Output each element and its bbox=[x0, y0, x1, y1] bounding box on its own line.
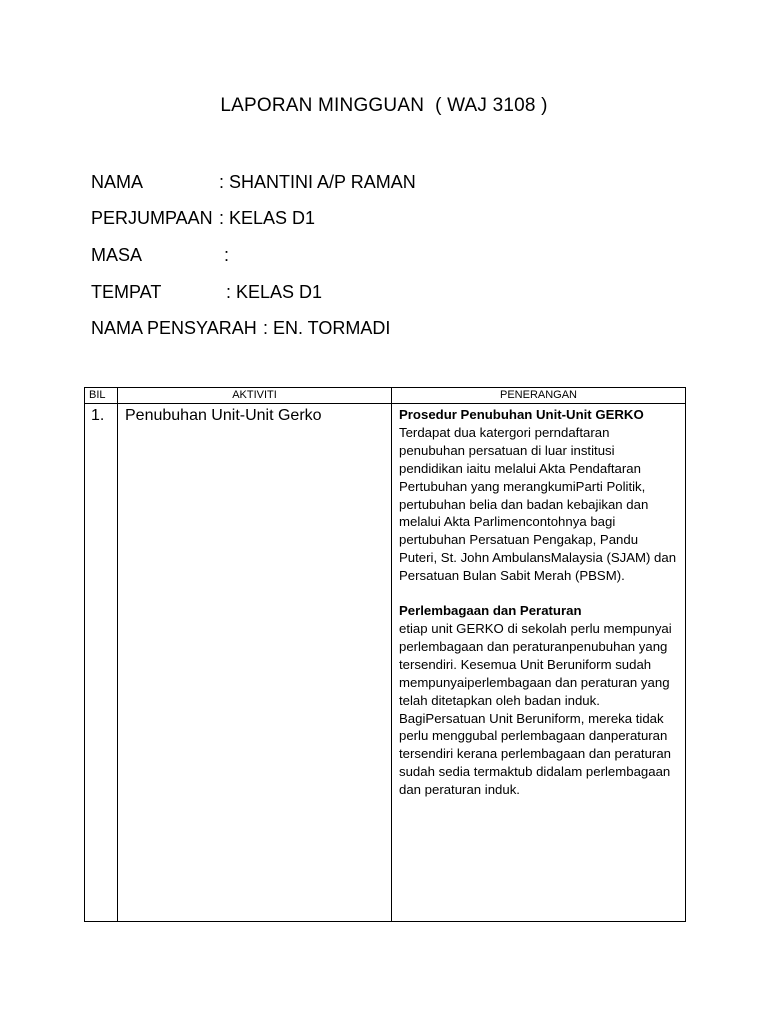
column-header-aktiviti: AKTIVITI bbox=[118, 388, 392, 404]
info-value: : bbox=[224, 245, 230, 265]
description-section bbox=[399, 602, 679, 799]
section-body: Terdapat dua katergori perndaftaran penubuhan persatuan di luar institusi pendidikan iaitu melalui Akta Pendaftaran Pertubuhan yang merangkumiParti Politik, pertubuhan belia dan badan kebajikan dan melalui Akta Parlimencontohnya bagi pertubuhan Persatuan Pengakap, Pandu Puteri, St. John AmbulansMalaysia (SJAM) dan Persatuan Bulan Sabit Merah (PBSM). bbox=[399, 424, 677, 584]
info-label: MASA bbox=[91, 245, 143, 265]
info-row-perjumpaan bbox=[91, 206, 316, 230]
table-header-row bbox=[85, 388, 686, 404]
column-header-bil: BIL bbox=[85, 388, 118, 404]
info-label: NAMA PENSYARAH bbox=[91, 318, 257, 338]
section-body: etiap unit GERKO di sekolah perlu mempunyai perlembagaan dan peraturanpenubuhan yang tersendiri. Kesemua Unit Beruniform sudah mempunyaiperlembagaan dan peraturan yang telah ditetapkan oleh badan induk. BagiPersatuan Unit Beruniform, mereka tidak perlu menggubal perlembagaan danperaturan tersendiri kerana perlembagaan dan peraturan sudah sedia termaktub didalam perlembagaan dan peraturan induk. bbox=[399, 620, 672, 798]
document-title: LAPORAN MINGGUAN ( WAJ 3108 ) bbox=[220, 95, 548, 116]
section-heading: Prosedur Penubuhan Unit-Unit GERKO bbox=[399, 407, 644, 422]
info-row-tempat bbox=[91, 280, 323, 304]
aktiviti-cell: Penubuhan Unit-Unit Gerko bbox=[118, 404, 392, 922]
info-value: : KELAS D1 bbox=[226, 282, 323, 302]
section-heading: Perlembagaan dan Peraturan bbox=[399, 603, 582, 619]
info-value: : SHANTINI A/P RAMAN bbox=[219, 172, 416, 192]
description-section bbox=[399, 406, 679, 585]
column-header-penerangan: PENERANGAN bbox=[392, 388, 686, 404]
info-label: NAMA bbox=[91, 172, 144, 192]
info-value: : KELAS D1 bbox=[219, 208, 316, 228]
info-row-nama-pensyarah bbox=[91, 316, 391, 340]
info-value: : EN. TORMADI bbox=[263, 318, 391, 338]
table-row bbox=[85, 404, 686, 922]
info-label: PERJUMPAAN bbox=[91, 208, 213, 228]
info-row-masa bbox=[91, 243, 230, 267]
info-label: TEMPAT bbox=[91, 282, 162, 302]
info-row-nama bbox=[91, 170, 416, 194]
bil-cell: 1. bbox=[85, 404, 118, 922]
penerangan-cell bbox=[392, 404, 686, 922]
section-spacer bbox=[399, 585, 679, 602]
activity-table bbox=[84, 387, 686, 922]
